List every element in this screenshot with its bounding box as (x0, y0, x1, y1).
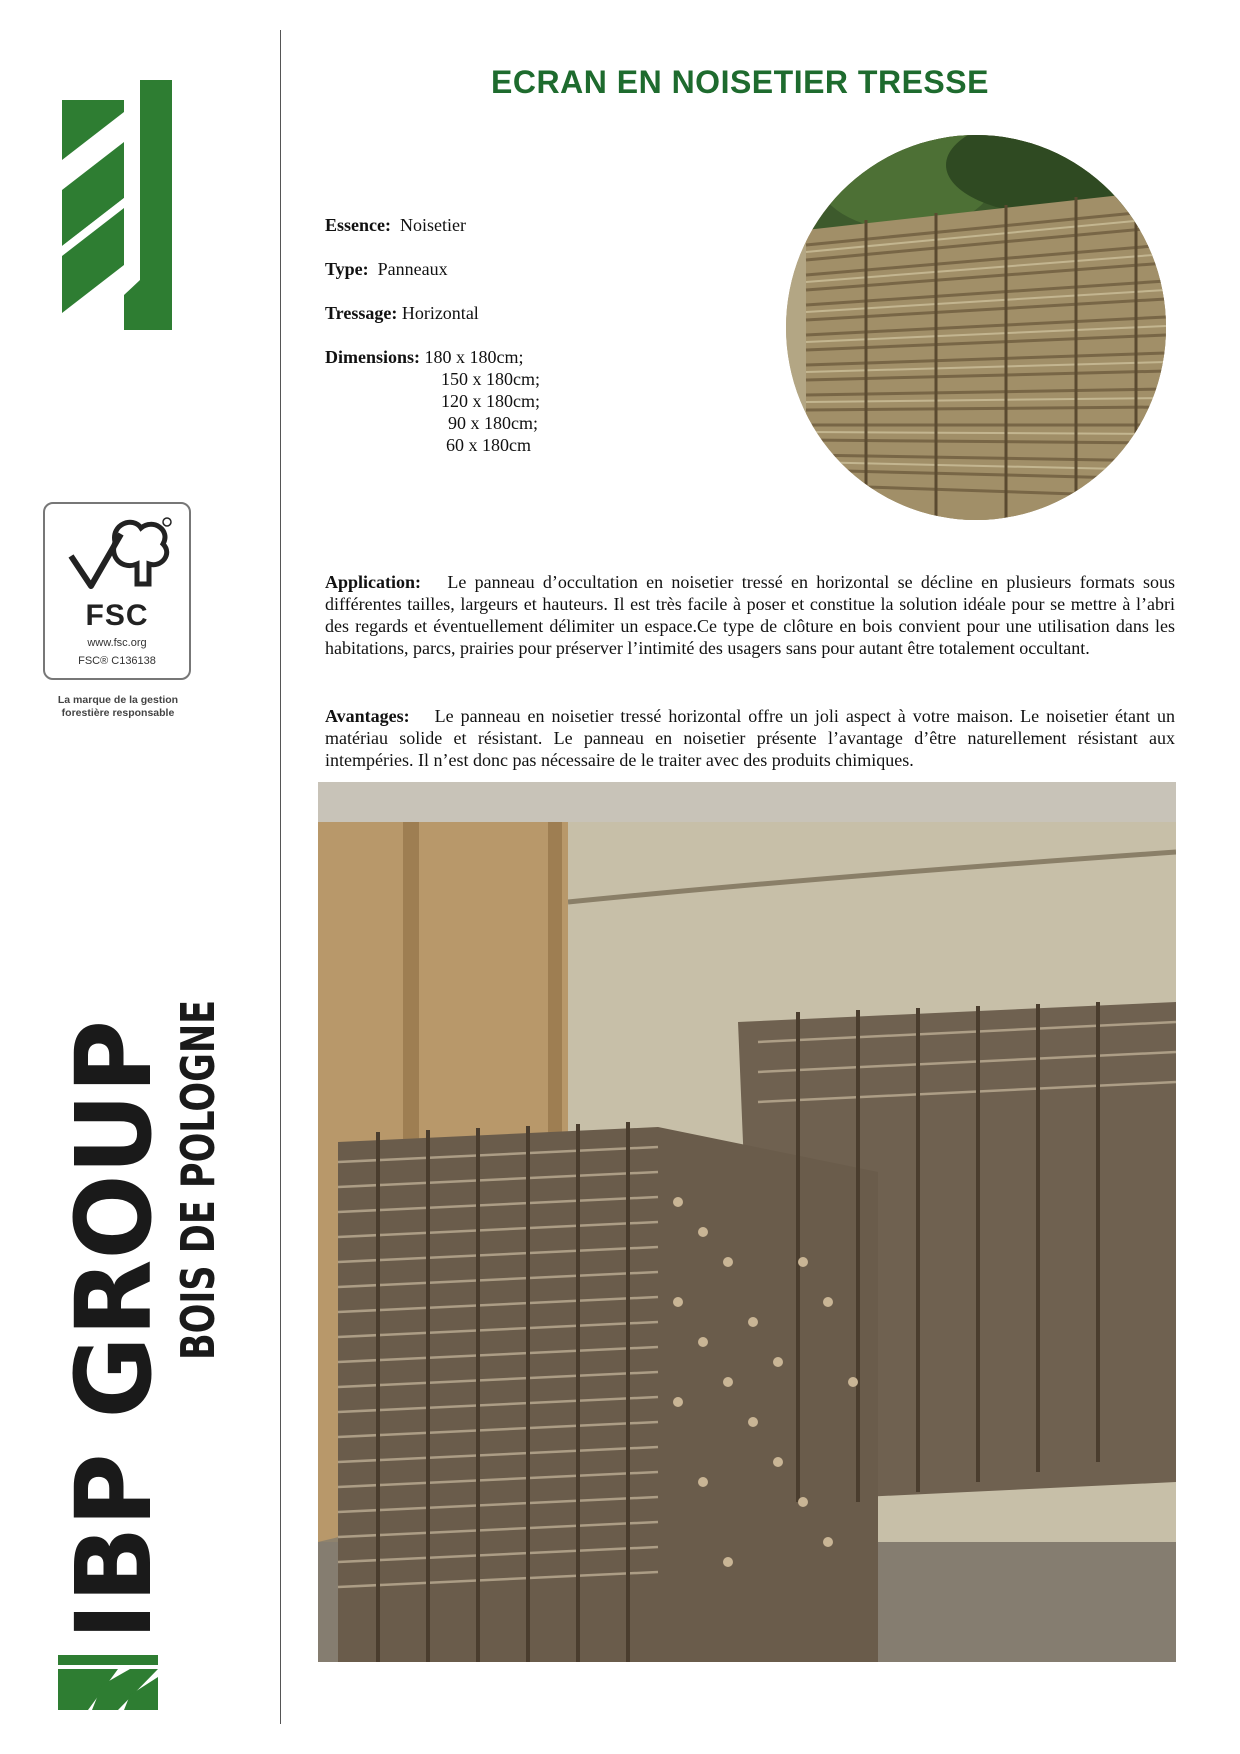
avantages-label: Avantages: (325, 706, 410, 726)
spec-dimensions (325, 346, 524, 368)
fsc-checkmark-tree-icon (63, 514, 173, 598)
spec-essence-label: Essence: (325, 215, 391, 235)
dimension-line: 60 x 180cm (446, 435, 531, 455)
hazel-panel-outdoor-photo (786, 135, 1166, 520)
ibp-stripes-logo-icon (62, 80, 172, 330)
ibp-small-stripes-icon (58, 1655, 158, 1710)
spec-essence (325, 214, 466, 236)
fsc-badge (43, 502, 191, 680)
brand-name: IBP GROUP (53, 1000, 175, 1640)
page-title: ECRAN EN NOISETIER TRESSE (491, 64, 989, 100)
brand-vertical (52, 1000, 222, 1640)
fsc-caption: La marque de la gestion forestière responsable (57, 694, 179, 719)
spec-tressage-value: Horizontal (401, 303, 479, 323)
avantages-paragraph (325, 705, 1175, 771)
application-label: Application: (325, 572, 422, 592)
application-text: Le panneau d’occultation en noisetier tressé en horizontal se décline en plusieurs formats sous différentes tailles, largeurs et hauteurs. Il est très facile à poser et constitue la solution idéale pour se mettre à l’abri des regards et éventuellement délimiter un espace.Ce type de clôture en bois convient pour une utilisation dans les habitations, parcs, prairies pour préserver l’intimité des usagers sans pour autant être totalement occultant. (325, 572, 1176, 658)
spec-dimensions-label: Dimensions: (325, 347, 421, 367)
dimension-line: 90 x 180cm; (448, 413, 538, 433)
spec-type-label: Type: (325, 259, 369, 279)
spec-type (325, 258, 448, 280)
spec-tressage-label: Tressage: (325, 303, 398, 323)
application-paragraph (325, 571, 1175, 659)
spec-tressage (325, 302, 479, 324)
brand-tagline: BOIS DE POLOGNE (171, 1000, 222, 1360)
column-divider (280, 30, 281, 1724)
avantages-text: Le panneau en noisetier tressé horizontal offre un joli aspect à votre maison. Le noisetier étant un matériau solide et résistant. Le panneau en noisetier présente l’avantage d’être naturellement résistant aux intempéries. Il n’est donc pas nécessaire de le traiter avec des produits chimiques. (325, 706, 1175, 770)
dimension-line: 120 x 180cm; (441, 391, 540, 411)
spec-type-value: Panneaux (377, 259, 448, 279)
dimension-line: 150 x 180cm; (441, 369, 540, 389)
stacked-panels-storage-photo (318, 782, 1176, 1662)
fsc-license-code: FSC® C136138 (78, 655, 156, 667)
fsc-website: www.fsc.org (87, 637, 147, 649)
fsc-word: FSC (85, 599, 149, 632)
spec-essence-value: Noisetier (400, 215, 466, 235)
dimension-line: 180 x 180cm; (424, 347, 524, 367)
